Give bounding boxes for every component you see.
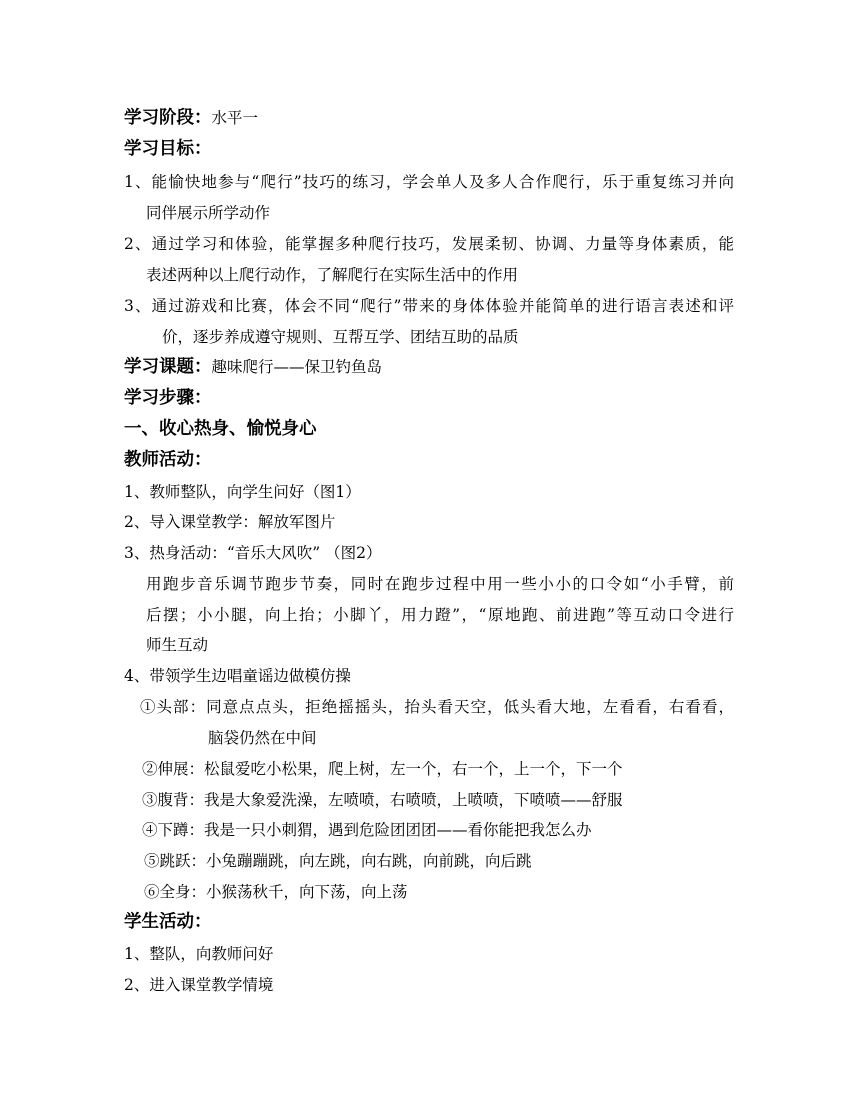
goal-2-line-1: 2、通过学习和体验，能掌握多种爬行技巧，发展柔韧、协调、力量等身体素质，能 — [124, 235, 734, 253]
teacher-item-2: 2、导入课堂教学：解放军图片 — [124, 513, 336, 531]
stage-label: 学习阶段： — [124, 108, 212, 128]
exercise-5: ⑤跳跃：小兔蹦蹦跳，向左跳，向右跳，向前跳，向后跳 — [144, 852, 532, 870]
teacher-item-4: 4、带领学生边唱童谣边做模仿操 — [124, 667, 351, 685]
teacher-item-1: 1、教师整队，向学生问好（图1） — [124, 483, 361, 501]
teacher-activity-heading: 教师活动： — [124, 450, 212, 470]
section-1-title: 一、收心热身、愉悦身心 — [124, 419, 317, 439]
stage-line — [124, 103, 258, 134]
goal-3-line-1: 3、通过游戏和比赛，体会不同“爬行”带来的身体体验并能简单的进行语言表述和评 — [124, 297, 734, 315]
topic-value: 趣味爬行——保卫钓鱼岛 — [211, 358, 383, 376]
topic-label: 学习课题： — [124, 357, 212, 377]
goals-heading: 学习目标： — [124, 139, 212, 159]
goal-3-line-2: 价，逐步养成遵守规则、互帮互学、团结互助的品质 — [162, 328, 519, 346]
warmup-desc-line-2: 后摆；小小腿，向上抬；小脚丫，用力蹬”，“原地跑、前进跑”等互动口令进行 — [146, 606, 734, 624]
exercise-3: ③腹背：我是大象爱洗澡，左喷喷，右喷喷，上喷喷，下喷喷——舒服 — [142, 791, 623, 809]
goal-1-line-1: 1、能愉快地参与“爬行”技巧的练习，学会单人及多人合作爬行，乐于重复练习并向 — [124, 173, 734, 191]
goal-1-line-2: 同伴展示所学动作 — [146, 204, 271, 222]
student-activity-heading: 学生活动： — [124, 912, 212, 932]
stage-value: 水平一 — [211, 109, 259, 127]
teacher-item-3: 3、热身活动：“音乐大风吹” （图2） — [124, 544, 382, 562]
exercise-2: ②伸展：松鼠爱吃小松果，爬上树，左一个，右一个，上一个，下一个 — [142, 760, 623, 778]
exercise-1-line-2: 脑袋仍然在中间 — [208, 729, 317, 747]
goal-2-line-2: 表述两种以上爬行动作，了解爬行在实际生活中的作用 — [146, 266, 519, 284]
warmup-desc-line-3: 师生互动 — [146, 636, 209, 654]
student-item-2: 2、进入课堂教学情境 — [124, 976, 274, 994]
exercise-1-line-1: ①头部：同意点点头，拒绝摇摇头，抬头看天空，低头看大地，左看看，右看看， — [140, 698, 734, 716]
steps-heading: 学习步骤： — [124, 388, 212, 408]
exercise-4: ④下蹲：我是一只小刺猬，遇到危险团团团——看你能把我怎么办 — [142, 821, 592, 839]
warmup-desc-line-1: 用跑步音乐调节跑步节奏，同时在跑步过程中用一些小小的口令如“小手臂，前 — [146, 575, 734, 593]
exercise-6: ⑥全身：小猴荡秋千，向下荡，向上荡 — [144, 883, 408, 901]
student-item-1: 1、整队，向教师问好 — [124, 945, 274, 963]
topic-line — [124, 352, 382, 383]
